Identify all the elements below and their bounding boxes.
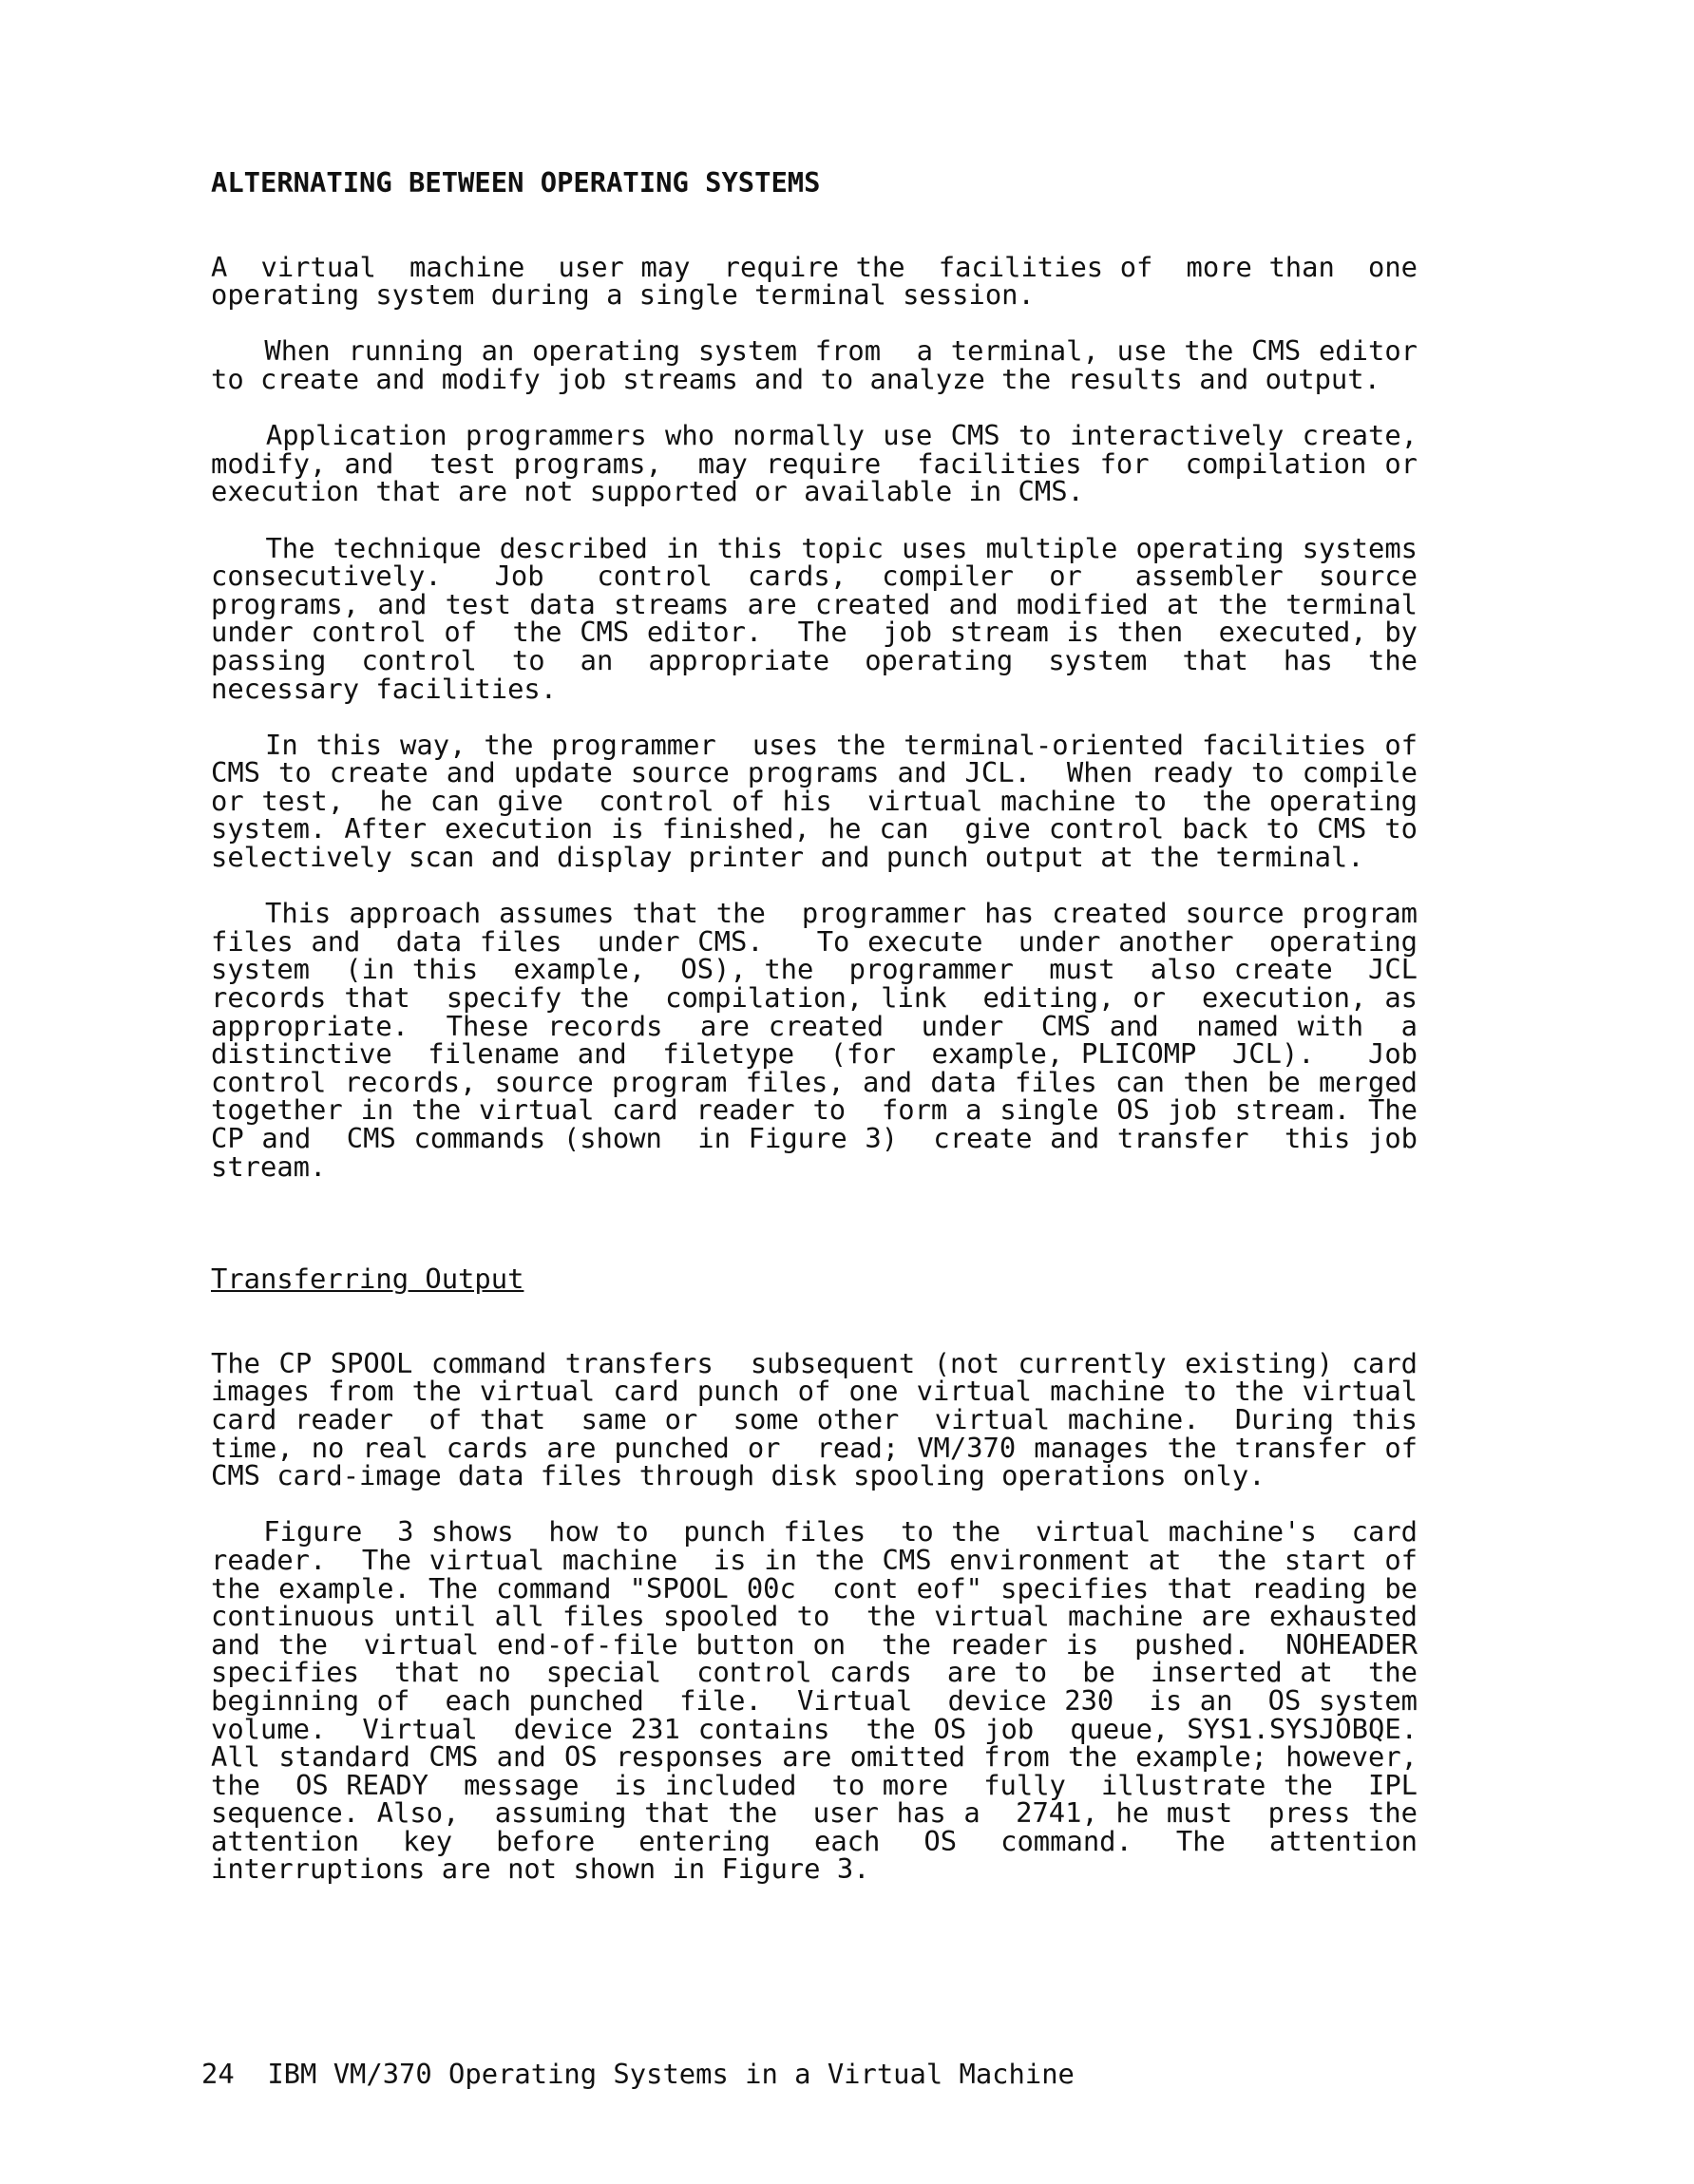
text-line: All standard CMS and OS responses are omitted from the example; however, xyxy=(211,1740,1418,1774)
paragraph xyxy=(211,897,1418,1183)
paragraph xyxy=(211,250,1418,312)
text-line: card reader of that same or some other virtual machine. During this xyxy=(211,1402,1418,1435)
text-line: CMS card-image data files through disk spooling operations only. xyxy=(211,1459,1266,1492)
text-line: When running an operating system from a terminal, use the CMS editor xyxy=(211,334,1418,368)
text-line: CMS to create and update source programs and JCL. When ready to compile xyxy=(211,756,1418,789)
text-line: under control of the CMS editor. The job stream is then executed, by xyxy=(211,616,1418,649)
text-line: files and data files under CMS. To execute under another operating xyxy=(211,924,1418,958)
text-line: A virtual machine user may require the facilities of more than one xyxy=(211,250,1418,283)
text-line: appropriate. These records are created under CMS and named with a xyxy=(211,1009,1418,1042)
text-line: system (in this example, OS), the programmer must also create JCL xyxy=(211,953,1418,986)
text-line: attention key before entering each OS command. The attention xyxy=(211,1824,1418,1857)
paragraph xyxy=(211,1515,1418,1886)
text-line: operating system during a single terminal session. xyxy=(211,278,1035,312)
text-line: the example. The command "SPOOL 00c cont eof" specifies that reading be xyxy=(211,1571,1418,1605)
text-line: In this way, the programmer uses the terminal-oriented facilities of xyxy=(211,728,1418,761)
text-line: control records, source program files, and data files can then be merged xyxy=(211,1065,1418,1098)
text-line: records that specify the compilation, link editing, or execution, as xyxy=(211,981,1418,1015)
text-line: distinctive filename and filetype (for example, PLICOMP JCL). Job xyxy=(211,1037,1418,1071)
paragraph xyxy=(211,1346,1418,1492)
subsection-body xyxy=(211,1346,1418,1886)
paragraph xyxy=(211,728,1418,874)
text-line: Application programmers who normally use CMS to interactively create, xyxy=(211,419,1418,452)
text-line: modify, and test programs, may require facilities for compilation or xyxy=(211,446,1418,480)
page-footer: 24 IBM VM/370 Operating Systems in a Virtual Machine xyxy=(201,2058,1075,2090)
text-line: The CP SPOOL command transfers subsequent (not currently existing) card xyxy=(211,1346,1418,1379)
text-line: reader. The virtual machine is in the CMS environment at the start of xyxy=(211,1543,1418,1576)
subsection-heading: Transferring Output xyxy=(211,1263,524,1296)
text-line: passing control to an appropriate operating system that has the xyxy=(211,643,1418,676)
paragraph xyxy=(211,531,1418,705)
text-line: beginning of each punched file. Virtual device 230 is an OS system xyxy=(211,1683,1418,1717)
text-line: images from the virtual card punch of one virtual machine to the virtual xyxy=(211,1375,1418,1408)
text-line: execution that are not supported or available in CMS. xyxy=(211,475,1084,508)
text-line: volume. Virtual device 231 contains the OS job queue, SYS1.SYSJOBQE. xyxy=(211,1712,1418,1745)
text-line: system. After execution is finished, he can give control back to CMS to xyxy=(211,812,1418,845)
text-line: continuous until all files spooled to the virtual machine are exhausted xyxy=(211,1600,1418,1633)
text-line: The technique described in this topic uses multiple operating systems xyxy=(211,531,1418,564)
section-body xyxy=(211,250,1418,1183)
text-line: selectively scan and display printer and punch output at the terminal. xyxy=(211,841,1364,874)
text-line: CP and CMS commands (shown in Figure 3) create and transfer this job xyxy=(211,1122,1418,1154)
text-line: and the virtual end-of-file button on the reader is pushed. NOHEADER xyxy=(211,1627,1418,1661)
section-heading: ALTERNATING BETWEEN OPERATING SYSTEMS xyxy=(211,166,821,199)
text-line: specifies that no special control cards are to be inserted at the xyxy=(211,1656,1418,1689)
text-line: to create and modify job streams and to analyze the results and output. xyxy=(211,362,1380,395)
text-line: interruptions are not shown in Figure 3. xyxy=(211,1852,870,1886)
text-line: sequence. Also, assuming that the user has a 2741, he must press the xyxy=(211,1796,1418,1830)
document-page xyxy=(211,166,1418,1886)
text-line: stream. xyxy=(211,1149,327,1183)
paragraph xyxy=(211,334,1418,395)
text-line: Figure 3 shows how to punch files to the virtual machine's card xyxy=(211,1515,1418,1548)
text-line: This approach assumes that the programmer has created source program xyxy=(211,897,1418,930)
text-line: the OS READY message is included to more fully illustrate the IPL xyxy=(211,1768,1418,1801)
text-line: together in the virtual card reader to form a single OS job stream. The xyxy=(211,1093,1418,1127)
text-line: or test, he can give control of his virtual machine to the operating xyxy=(211,784,1418,817)
text-line: consecutively. Job control cards, compiler or assembler source xyxy=(211,560,1418,593)
text-line: programs, and test data streams are created and modified at the terminal xyxy=(211,587,1418,620)
paragraph xyxy=(211,419,1418,508)
text-line: time, no real cards are punched or read; VM/370 manages the transfer of xyxy=(211,1431,1418,1464)
text-line: necessary facilities. xyxy=(211,672,558,705)
